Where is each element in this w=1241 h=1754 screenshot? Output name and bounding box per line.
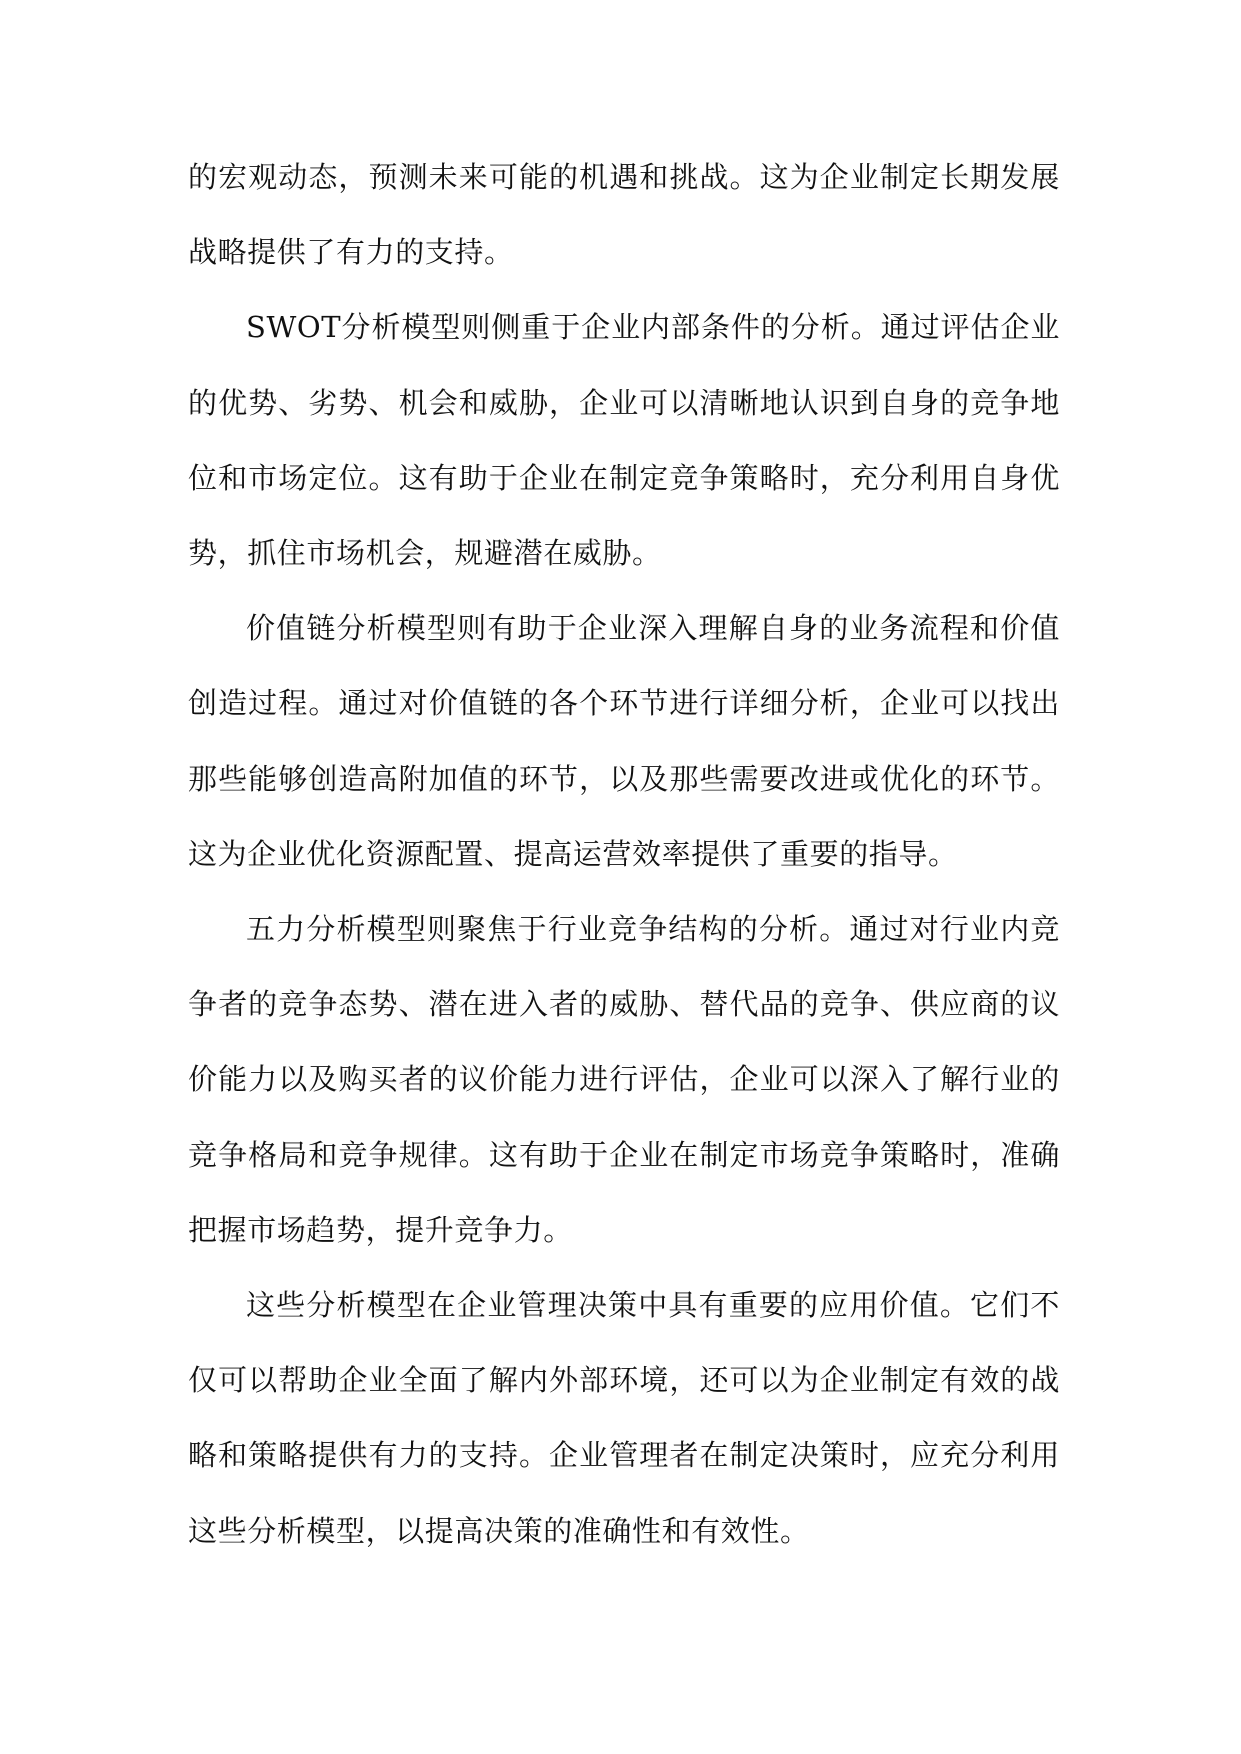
paragraph-swot: SWOT分析模型则侧重于企业内部条件的分析。通过评估企业的优势、劣势、机会和威胁，企业可以清晰地认识到自身的竞争地位和市场定位。这有助于企业在制定竞争策略时，充分利用自身优势，抓住市场机会，规避潜在威胁。 <box>188 310 1060 571</box>
paragraph-value-chain: 价值链分析模型则有助于企业深入理解自身的业务流程和价值创造过程。通过对价值链的各个环节进行详细分析，企业可以找出那些能够创造高附加值的环节，以及那些需要改进或优化的环节。这为企业优化资源配置、提高运营效率提供了重要的指导。 <box>188 611 1060 871</box>
paragraph-conclusion: 这些分析模型在企业管理决策中具有重要的应用价值。它们不仅可以帮助企业全面了解内外部环境，还可以为企业制定有效的战略和策略提供有力的支持。企业管理者在制定决策时，应充分利用这些分析模型，以提高决策的准确性和有效性。 <box>188 1288 1060 1548</box>
paragraph-continuation: 的宏观动态，预测未来可能的机遇和挑战。这为企业制定长期发展战略提供了有力的支持。 <box>188 160 1060 270</box>
document-body <box>188 140 1060 1569</box>
paragraph-five-forces: 五力分析模型则聚焦于行业竞争结构的分析。通过对行业内竞争者的竞争态势、潜在进入者的威胁、替代品的竞争、供应商的议价能力以及购买者的议价能力进行评估，企业可以深入了解行业的竞争格局和竞争规律。这有助于企业在制定市场竞争策略时，准确把握市场趋势，提升竞争力。 <box>188 912 1060 1247</box>
